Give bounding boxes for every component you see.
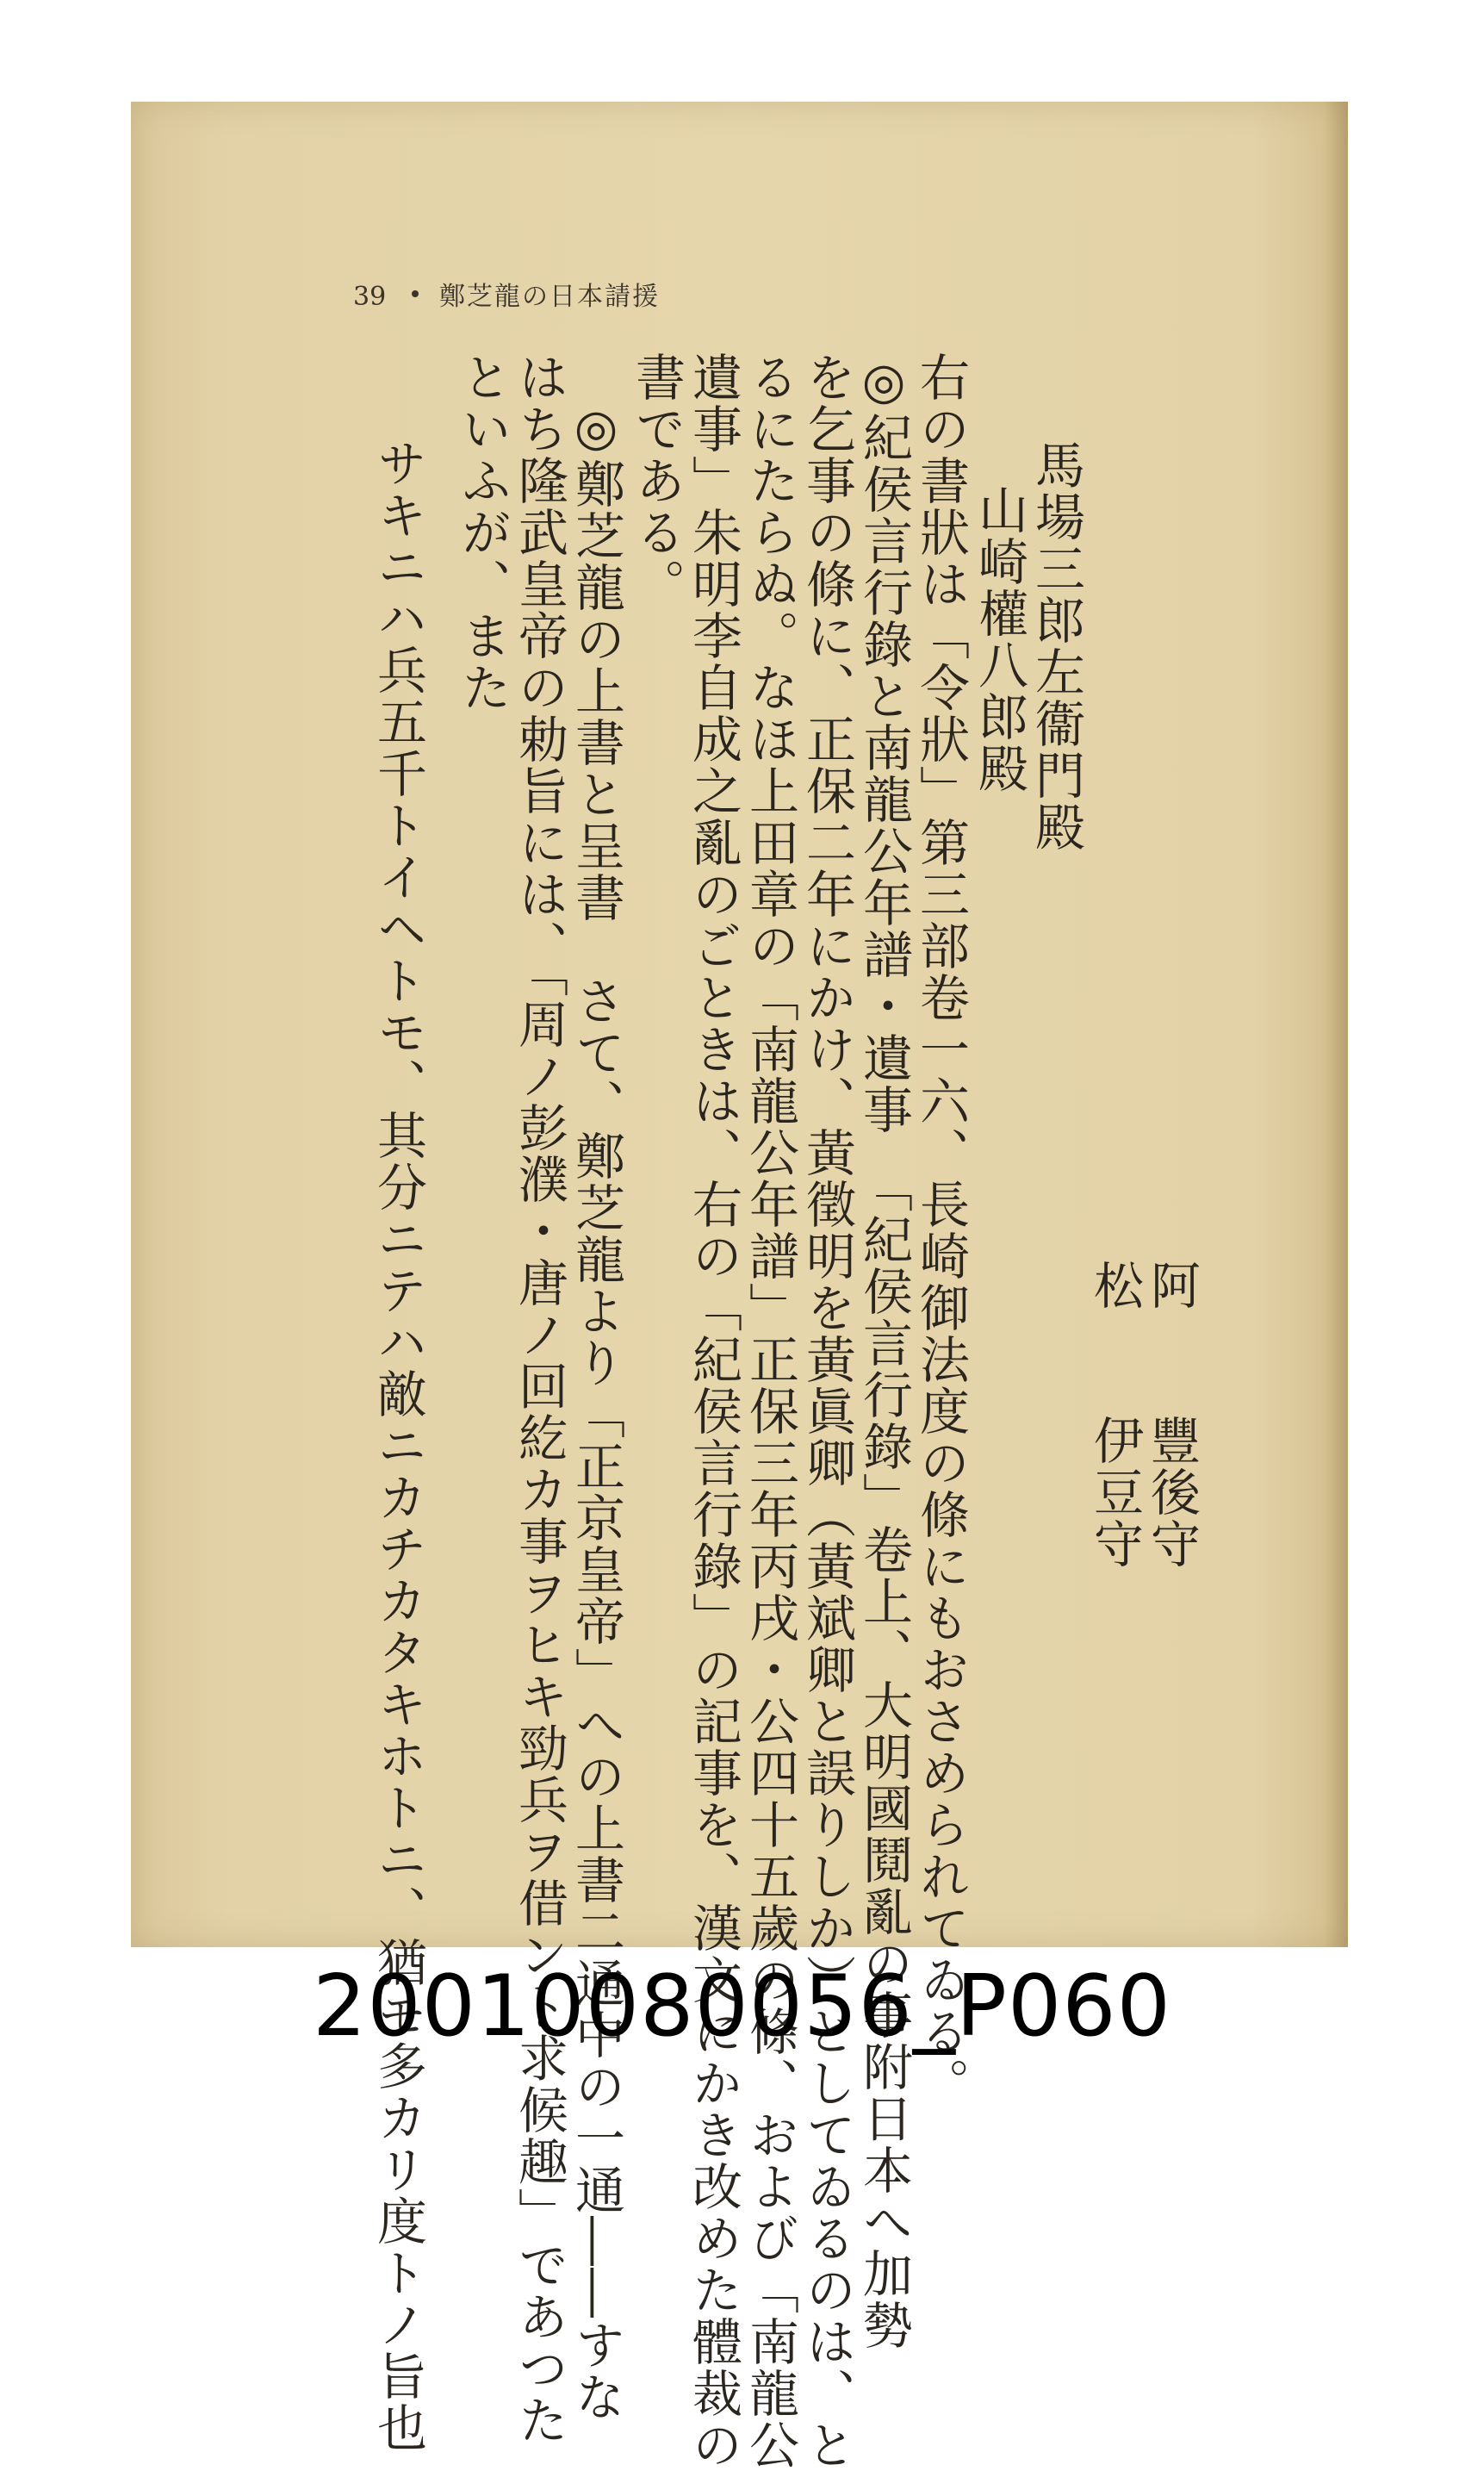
- text-column: 馬場三郎左衞門殿: [1027, 439, 1085, 853]
- text-column: 山崎權八郎殿: [970, 484, 1028, 794]
- text-column: ◎鄭芝龍の上書と呈書 さて、鄭芝龍より「正京皇帝」への上書二通中の一通――すな: [567, 398, 625, 2423]
- text-column: るにたらぬ。なほ上田章の「南龍公年譜」正保三年丙戌・公四十五歲の條、および「南龍公: [741, 352, 799, 2471]
- text-column: 阿 豐後守: [1142, 1260, 1201, 1570]
- running-head: 鄭芝龍の日本請援: [439, 282, 660, 312]
- text-column: 松 伊豆守: [1085, 1260, 1144, 1570]
- text-column: サキニハ兵五千トイヘトモ、其分ニテハ敵ニカチカタキホトニ、猶モ多カリ度トノ旨也: [369, 438, 427, 2454]
- text-column: 遺事」朱明李自成之亂のごときは、右の「紀侯言行錄」の記事を、漢文にかき改めた體裁の: [684, 352, 742, 2471]
- text-column: 右の書狀は「令狀」第三部卷一六、長崎御法度の條にもおさめられてゐる。: [911, 352, 970, 2109]
- text-column: を乞事の條に、正保二年にかけ、黃徵明を黃眞卿（黃斌卿と誤りしか）としてゐるのは、と: [798, 352, 856, 2471]
- text-column: 書である。: [627, 352, 686, 610]
- text-column: といふが、また: [453, 352, 512, 713]
- footer-label: 20010080056_P060: [312, 1958, 1171, 2056]
- text-column: はち隆武皇帝の勅旨には、「周ノ彭濮・唐ノ回紇カ事ヲヒキ勁兵ヲ借ント求候趣」であつた: [510, 352, 568, 2446]
- running-head-dot: [412, 290, 419, 297]
- text-column: ◎紀侯言行錄と南龍公年譜・遺事 「紀侯言行錄」卷上、大明國鬩亂の事附日本へ加勢: [854, 352, 913, 2351]
- page-number: 39: [353, 282, 387, 312]
